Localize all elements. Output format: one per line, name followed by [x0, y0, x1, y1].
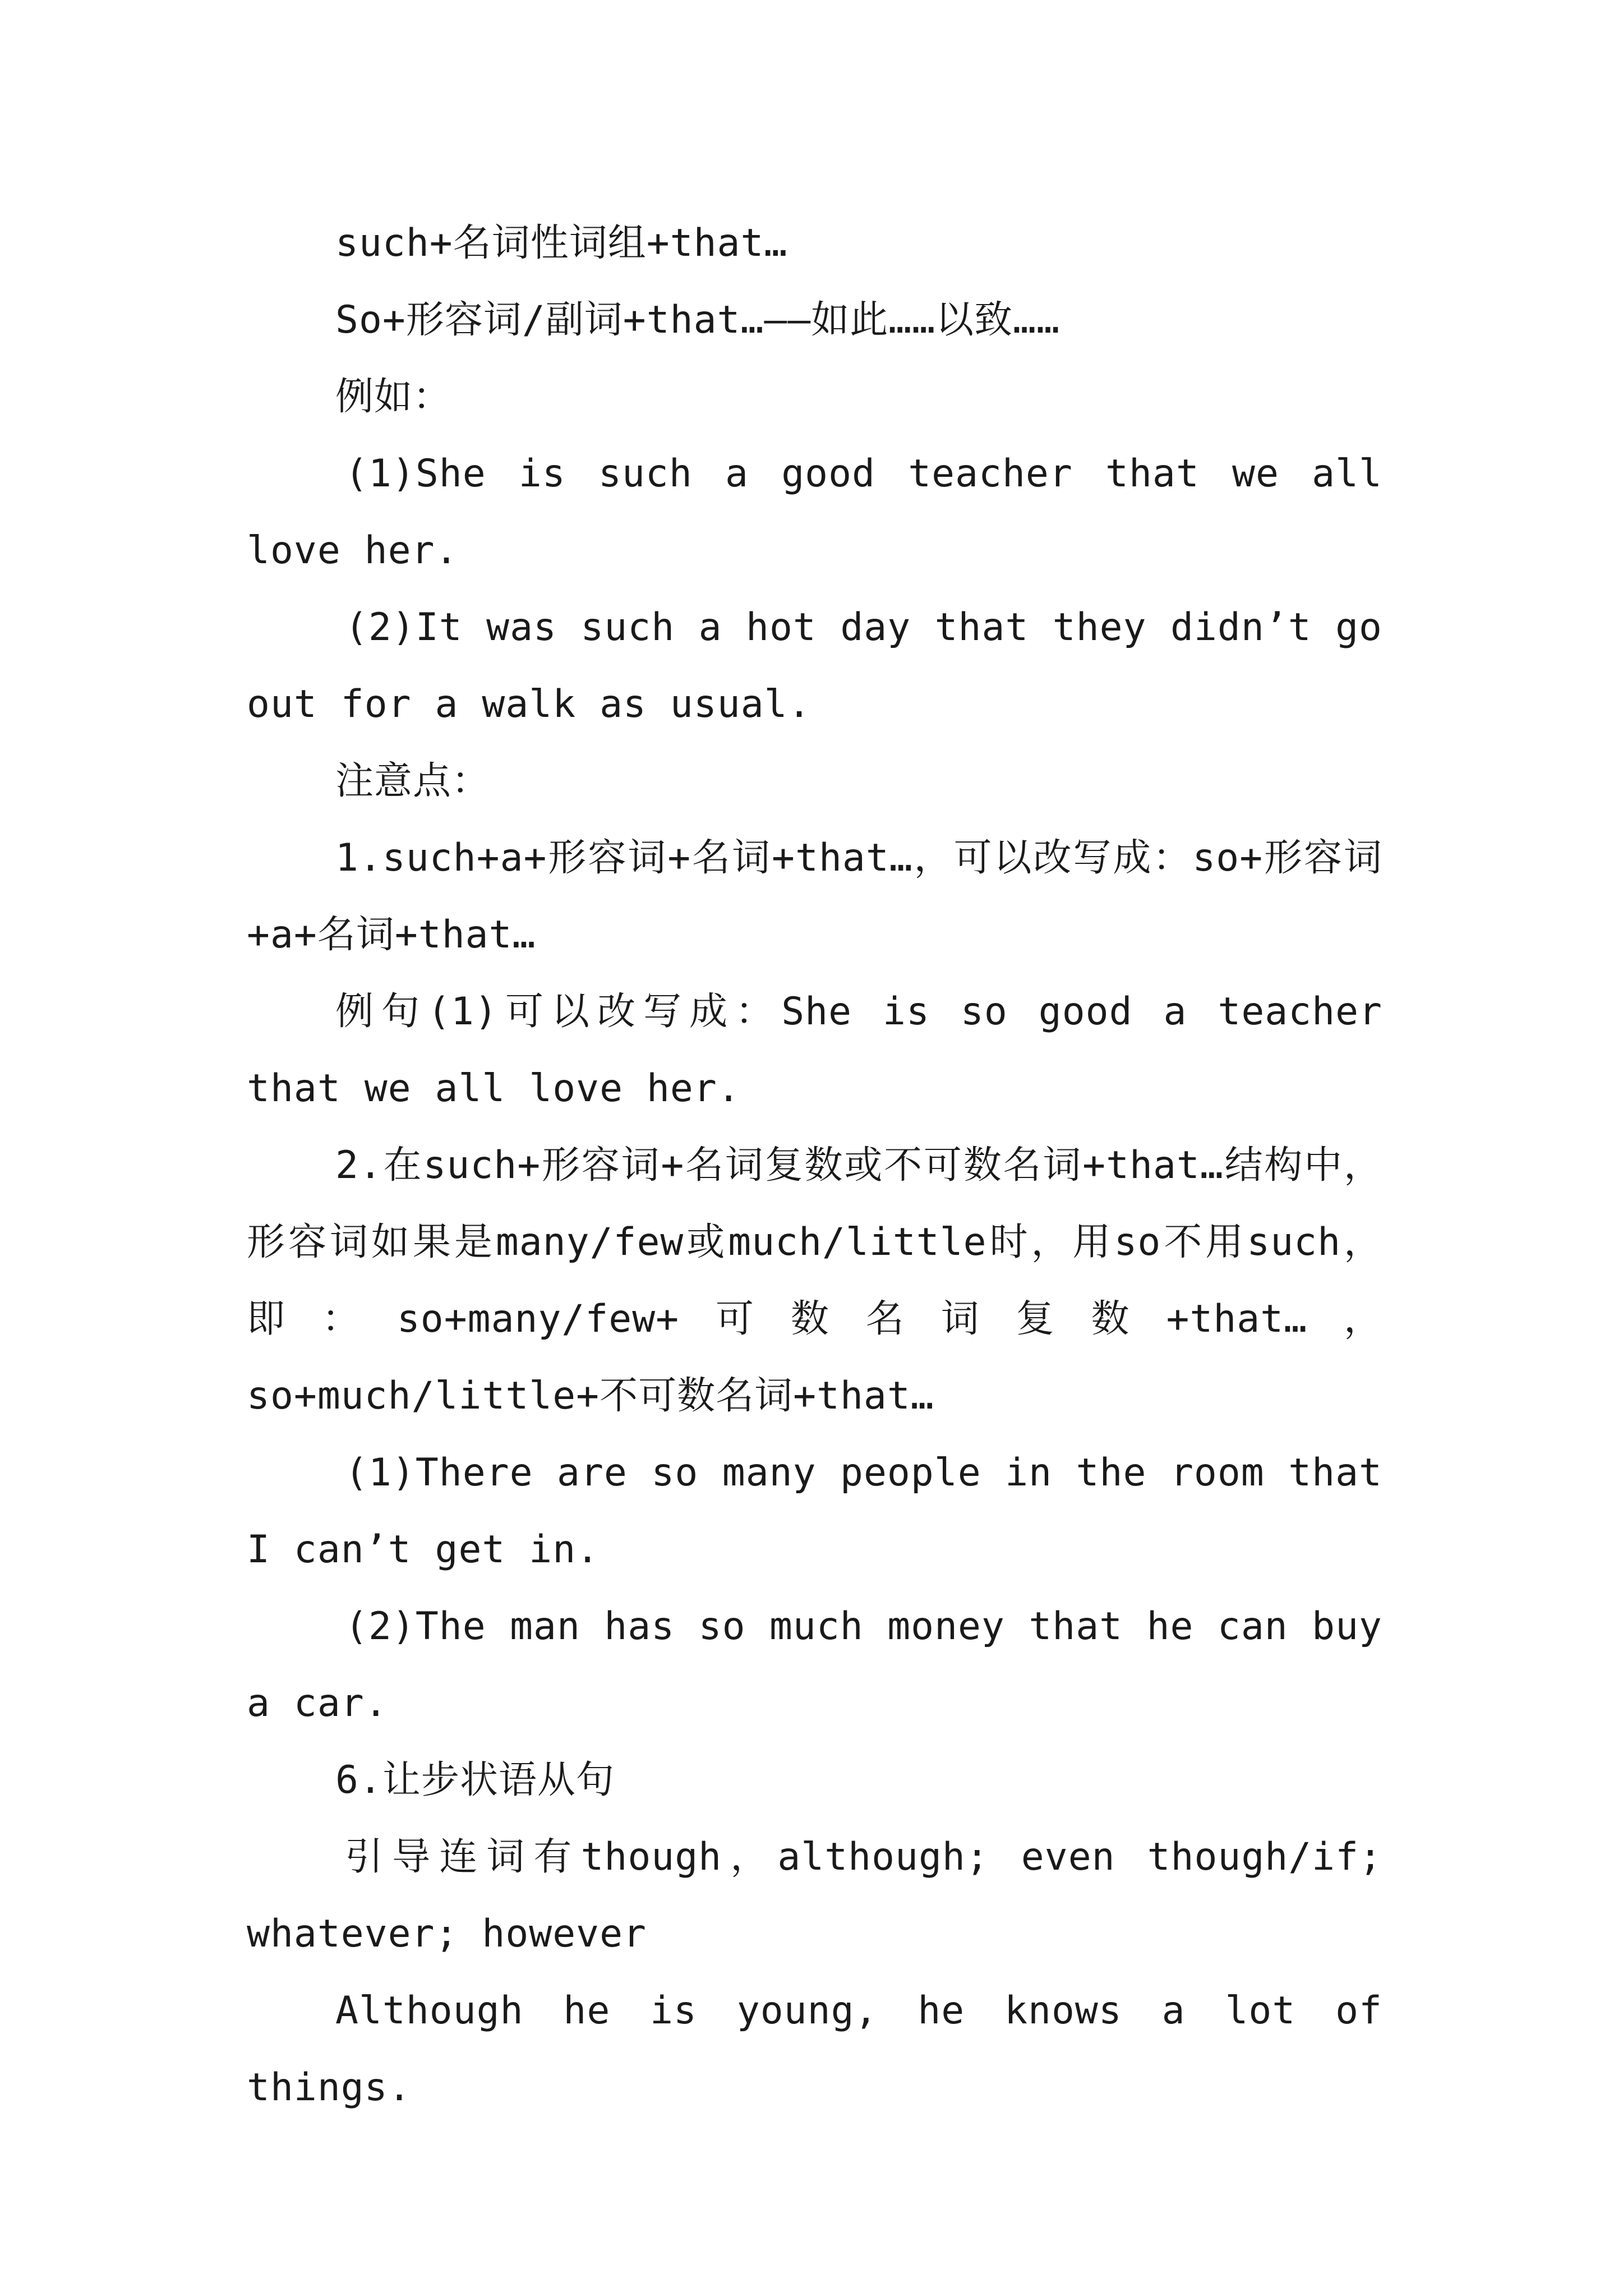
paragraph-notes-label: 注意点：: [335, 759, 491, 803]
paragraph-note-1: 1.such+a+形容词+名词+that…，可以改写成：so+形容词+a+名词+that…: [247, 836, 1382, 957]
paragraph-so-many-example: (1)There are so many people in the room that I can’t get in.: [247, 1451, 1382, 1572]
paragraph-so-structure: So+形容词/副词+that…——如此……以致……: [335, 298, 1061, 342]
paragraph-concessive-example: Although he is young, he knows a lot of things.: [247, 1989, 1382, 2110]
paragraph-concessive-conjunctions: 引导连词有though，although; even though/if; whatever; however: [247, 1835, 1382, 1956]
paragraph-example-2: (2)It was such a hot day that they didn’t go out for a walk as usual.: [247, 605, 1382, 726]
paragraph-rewrite-example: 例句(1)可以改写成：She is so good a teacher that we all love her.: [247, 990, 1382, 1111]
paragraph-so-much-example: (2)The man has so much money that he can buy a car.: [247, 1604, 1382, 1726]
document-body: [247, 205, 1382, 2126]
paragraph-note-2: 2.在such+形容词+名词复数或不可数名词+that…结构中，形容词如果是many/few或much/little时，用so不用such，即：so+many/few+可数名词复数+that…，so+much/little+不可数名词+that…: [247, 1143, 1382, 1418]
paragraph-such-structure: such+名词性词组+that…: [335, 221, 788, 265]
paragraph-example-1: (1)She is such a good teacher that we all love her.: [247, 452, 1382, 573]
paragraph-example-label: 例如：: [335, 375, 452, 419]
section-heading-concessive-clause: 6.让步状语从句: [335, 1758, 615, 1802]
